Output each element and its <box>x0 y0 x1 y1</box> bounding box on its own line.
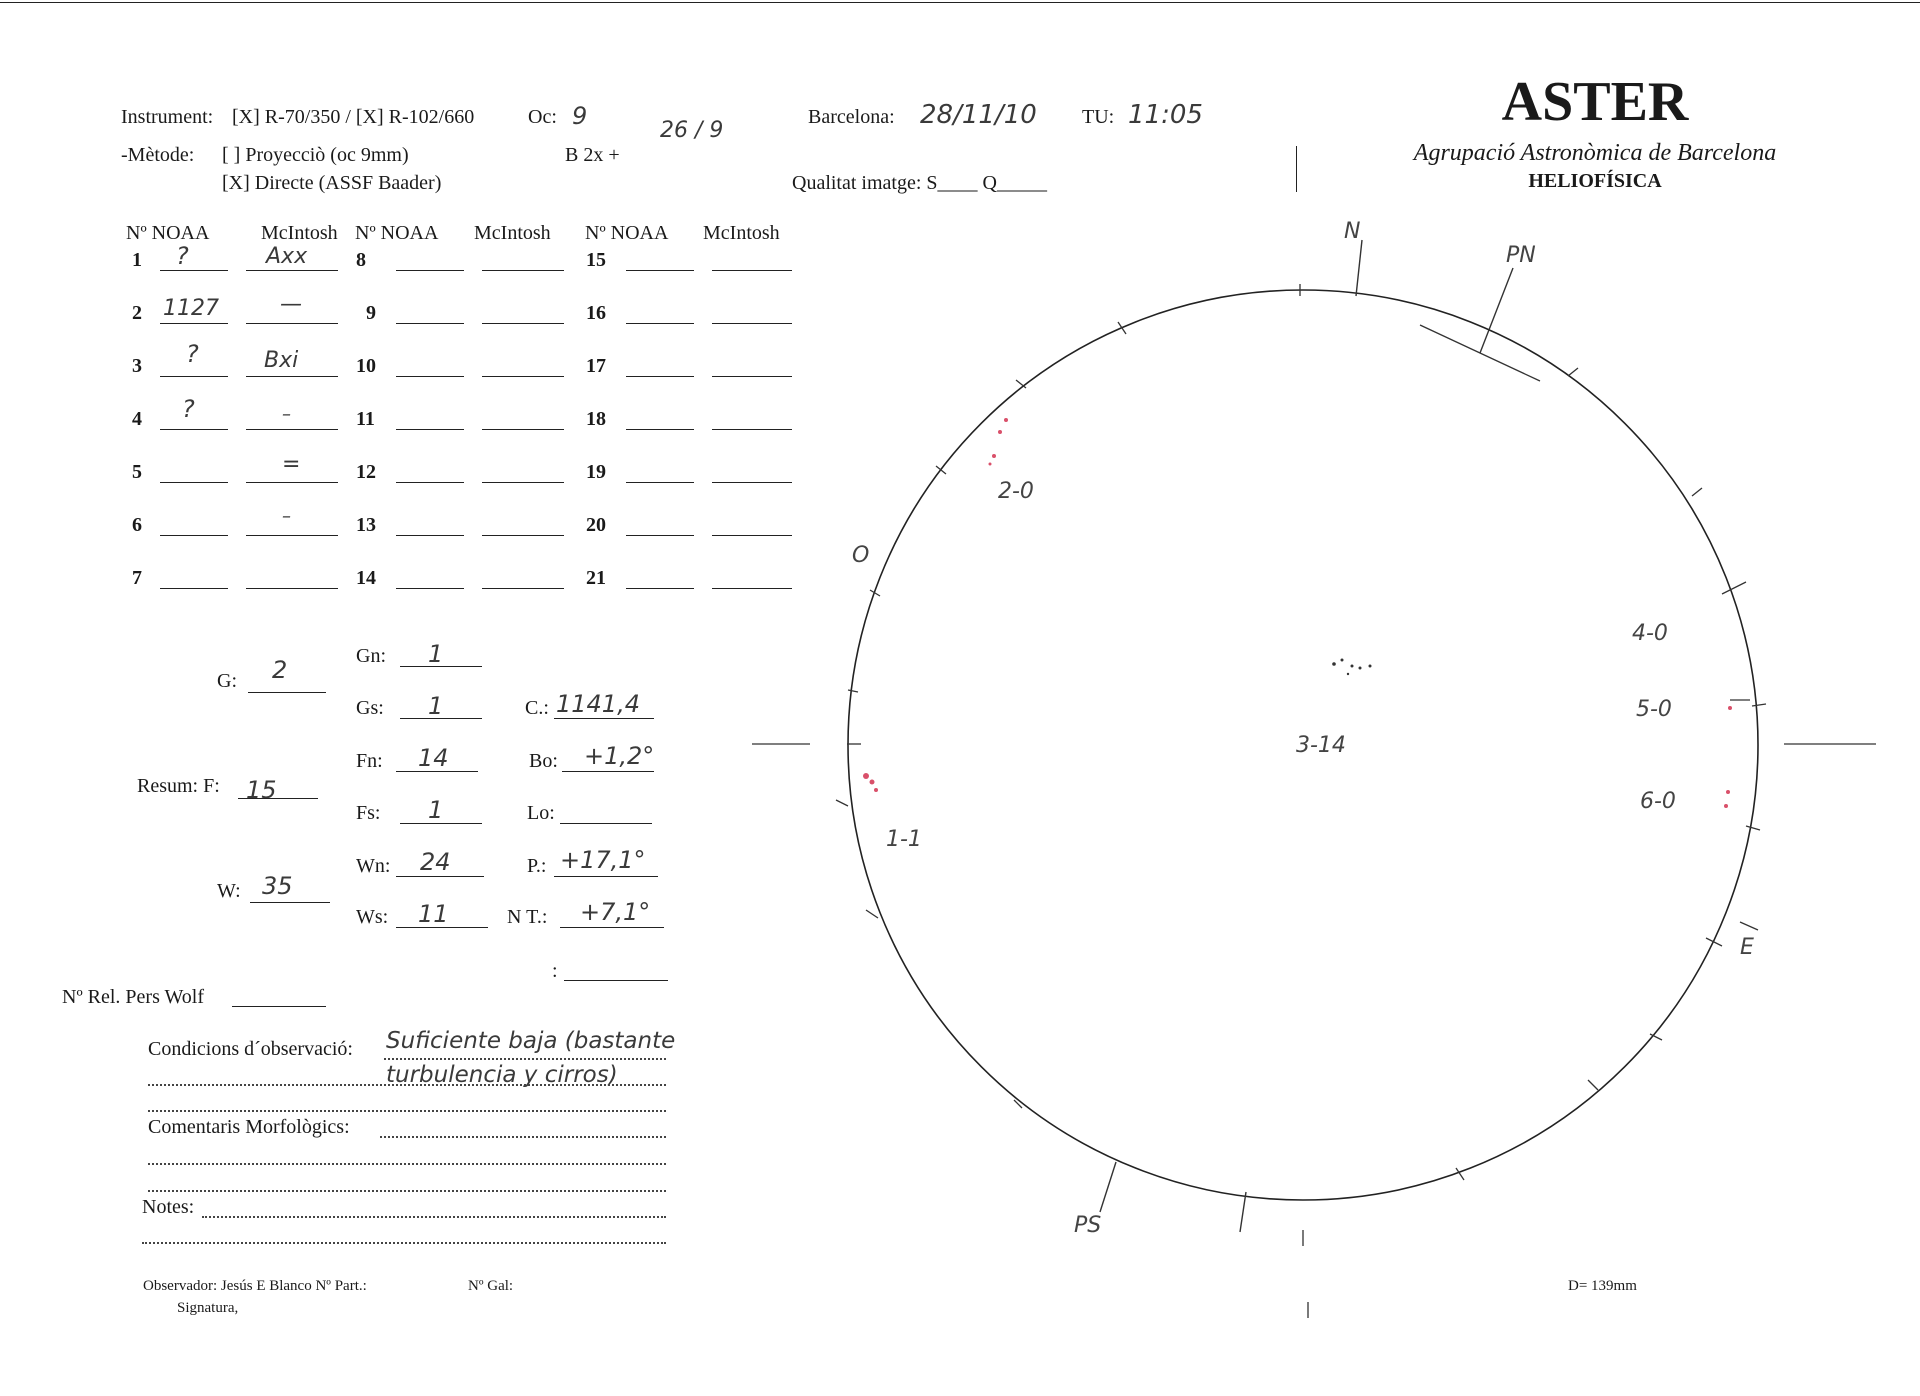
pn-line <box>1480 268 1513 353</box>
w-label: W: <box>217 880 241 902</box>
row-number: 17 <box>586 355 606 377</box>
disk-tick <box>836 800 848 806</box>
center-spot-cluster <box>1332 659 1371 676</box>
pn-tangent <box>1420 325 1540 381</box>
bo-label: Bo: <box>529 750 558 772</box>
ws-value: 11 <box>418 900 449 928</box>
east-label: E <box>1740 935 1754 960</box>
sunspot-mark <box>1369 665 1372 668</box>
brand-section: HELIOFÍSICA <box>1528 170 1662 192</box>
sunspot-mark <box>992 454 996 458</box>
sunspot-mark <box>1351 665 1354 668</box>
noaa-value: ? <box>186 340 199 368</box>
sunspot-mark <box>1347 673 1349 675</box>
gn-label: Gn: <box>356 645 386 667</box>
north-line <box>1356 240 1362 296</box>
group-4-label: 4-0 <box>1632 621 1668 646</box>
row-number: 6 <box>132 514 142 536</box>
tu-value: 11:05 <box>1128 100 1203 130</box>
g-value: 2 <box>272 656 288 684</box>
sunspot-mark <box>1726 790 1730 794</box>
disk-labels <box>852 219 1754 1238</box>
ws-label: Ws: <box>356 906 389 928</box>
signatura-label: Signatura, <box>177 1300 239 1316</box>
bo-value: +1,2° <box>584 742 655 770</box>
noaa-value: ? <box>182 395 195 423</box>
row-number: 9 <box>366 302 376 324</box>
pn-label: PN <box>1506 243 1536 268</box>
row-number: 12 <box>356 461 376 483</box>
oc-label: Oc: <box>528 106 557 128</box>
col-header-noaa-1: Nº NOAA <box>126 222 210 244</box>
disk-tick <box>1752 704 1766 706</box>
f-value: 15 <box>246 776 277 804</box>
diameter-label: D= 139mm <box>1568 1278 1637 1294</box>
metode-option-projection: [ ] Proyecciò (oc 9mm) <box>222 144 409 166</box>
row-number: 4 <box>132 408 142 430</box>
fs-value: 1 <box>428 796 444 824</box>
sunspot-mark <box>863 773 869 779</box>
row-number: 18 <box>586 408 606 430</box>
col-header-mcintosh-2: McIntosh <box>474 222 551 244</box>
brand-subtitle: Agrupació Astronòmica de Barcelona <box>1413 140 1777 166</box>
wolf-label: Nº Rel. Pers Wolf <box>62 986 204 1008</box>
disk-tick <box>1746 826 1760 830</box>
oc-value: 9 <box>572 102 588 130</box>
disk-tick <box>1740 922 1758 930</box>
disk-tick <box>1568 368 1578 376</box>
condicions-label: Condicions d´observació: <box>148 1038 353 1060</box>
c-label: C.: <box>525 697 549 719</box>
metode-option-direct: [X] Directe (ASSF Baader) <box>222 172 442 194</box>
disk-tick <box>1016 380 1026 388</box>
mcintosh-value: = <box>282 452 301 477</box>
row-number: 13 <box>356 514 376 536</box>
qualitat-label: Qualitat imatge: S____ Q_____ <box>792 172 1047 194</box>
condicions-value: Suficiente baja (bastante turbulencia y cirros) <box>386 1028 676 1088</box>
disk-tick <box>1456 1168 1464 1180</box>
group-5-label: 5-0 <box>1636 697 1672 722</box>
g-label: G: <box>217 670 237 692</box>
mcintosh-value: – <box>282 404 291 425</box>
disk-tick <box>1588 1080 1598 1090</box>
col-header-mcintosh-1: McIntosh <box>261 222 338 244</box>
gs-value: 1 <box>428 692 444 720</box>
row-number: 16 <box>586 302 606 324</box>
disk-tick <box>848 690 858 692</box>
w-value: 35 <box>262 872 293 900</box>
wn-value: 24 <box>420 848 451 876</box>
group-3-label: 3-14 <box>1296 733 1346 758</box>
disk-tick <box>866 910 878 918</box>
gs-label: Gs: <box>356 697 384 719</box>
row-number: 8 <box>356 249 366 271</box>
group-6-label: 6-0 <box>1640 789 1676 814</box>
lo-label: Lo: <box>527 802 555 824</box>
mcintosh-value: Axx <box>266 244 308 269</box>
instrument-label: Instrument: <box>121 106 214 128</box>
gn-value: 1 <box>428 640 444 668</box>
mcintosh-value: Bxi <box>264 348 299 373</box>
sunspot-mark <box>989 463 992 466</box>
col-header-noaa-3: Nº NOAA <box>585 222 669 244</box>
noaa-value: ? <box>176 242 189 270</box>
notes-label: Notes: <box>142 1196 195 1218</box>
sunspot-mark <box>1341 659 1344 662</box>
b-value: 26 / 9 <box>660 118 724 143</box>
wn-label: Wn: <box>356 855 391 877</box>
p-label: P.: <box>527 855 547 877</box>
observer-line: Observador: Jesús E Blanco Nº Part.: <box>143 1278 367 1294</box>
fn-label: Fn: <box>356 750 383 772</box>
row-number: 14 <box>356 567 376 589</box>
mcintosh-value: — <box>280 292 302 317</box>
instrument-options: [X] R-70/350 / [X] R-102/660 <box>232 106 475 128</box>
row-number: 3 <box>132 355 142 377</box>
row-number: 19 <box>586 461 606 483</box>
row-number: 5 <box>132 461 142 483</box>
disk-tick <box>1692 488 1702 496</box>
mcintosh-value: – <box>282 506 291 527</box>
group-1-label: 1-1 <box>886 827 922 852</box>
city-label: Barcelona: <box>808 106 895 128</box>
metode-label: -Mètode: <box>121 144 195 166</box>
west-label: O <box>852 543 870 568</box>
sunspot-mark <box>874 788 878 792</box>
row-number: 21 <box>586 567 606 589</box>
tu-label: TU: <box>1082 106 1115 128</box>
resum-label: Resum: F: <box>137 775 220 797</box>
p-value: +17,1° <box>560 846 646 874</box>
ps-line <box>1100 1162 1116 1212</box>
sunspot-mark <box>1332 662 1336 666</box>
row-number: 20 <box>586 514 606 536</box>
row-number: 15 <box>586 249 606 271</box>
nt-value: +7,1° <box>580 898 651 926</box>
noaa-value: 1127 <box>163 296 219 321</box>
brand-name: ASTER <box>1501 71 1689 133</box>
row-number: 7 <box>132 567 142 589</box>
comentaris-label: Comentaris Morfològics: <box>148 1116 350 1138</box>
c-value: 1141,4 <box>556 690 640 718</box>
sunspot-mark <box>1724 804 1728 808</box>
row-number: 11 <box>356 408 375 430</box>
date-value: 28/11/10 <box>920 100 1037 130</box>
extra-colon-label: : <box>552 960 558 982</box>
col-header-noaa-2: Nº NOAA <box>355 222 439 244</box>
sunspot-mark <box>998 430 1002 434</box>
sunspot-mark <box>1004 418 1008 422</box>
ps-label: PS <box>1074 1213 1102 1238</box>
fn-value: 14 <box>418 744 449 772</box>
nt-label: N T.: <box>507 906 548 928</box>
row-number: 2 <box>132 302 142 324</box>
disk-tick <box>1722 582 1746 594</box>
sunspot-mark <box>870 780 875 785</box>
fs-label: Fs: <box>356 802 381 824</box>
ngal-label: Nº Gal: <box>468 1278 514 1294</box>
col-header-mcintosh-3: McIntosh <box>703 222 780 244</box>
b-label: B 2x + <box>565 144 620 166</box>
row-number: 10 <box>356 355 376 377</box>
sunspot-mark <box>1728 706 1732 710</box>
sunspot-mark <box>1359 667 1362 670</box>
group-2-label: 2-0 <box>998 479 1034 504</box>
row-number: 1 <box>132 249 142 271</box>
south-line <box>1240 1192 1246 1232</box>
north-label: N <box>1344 219 1361 244</box>
